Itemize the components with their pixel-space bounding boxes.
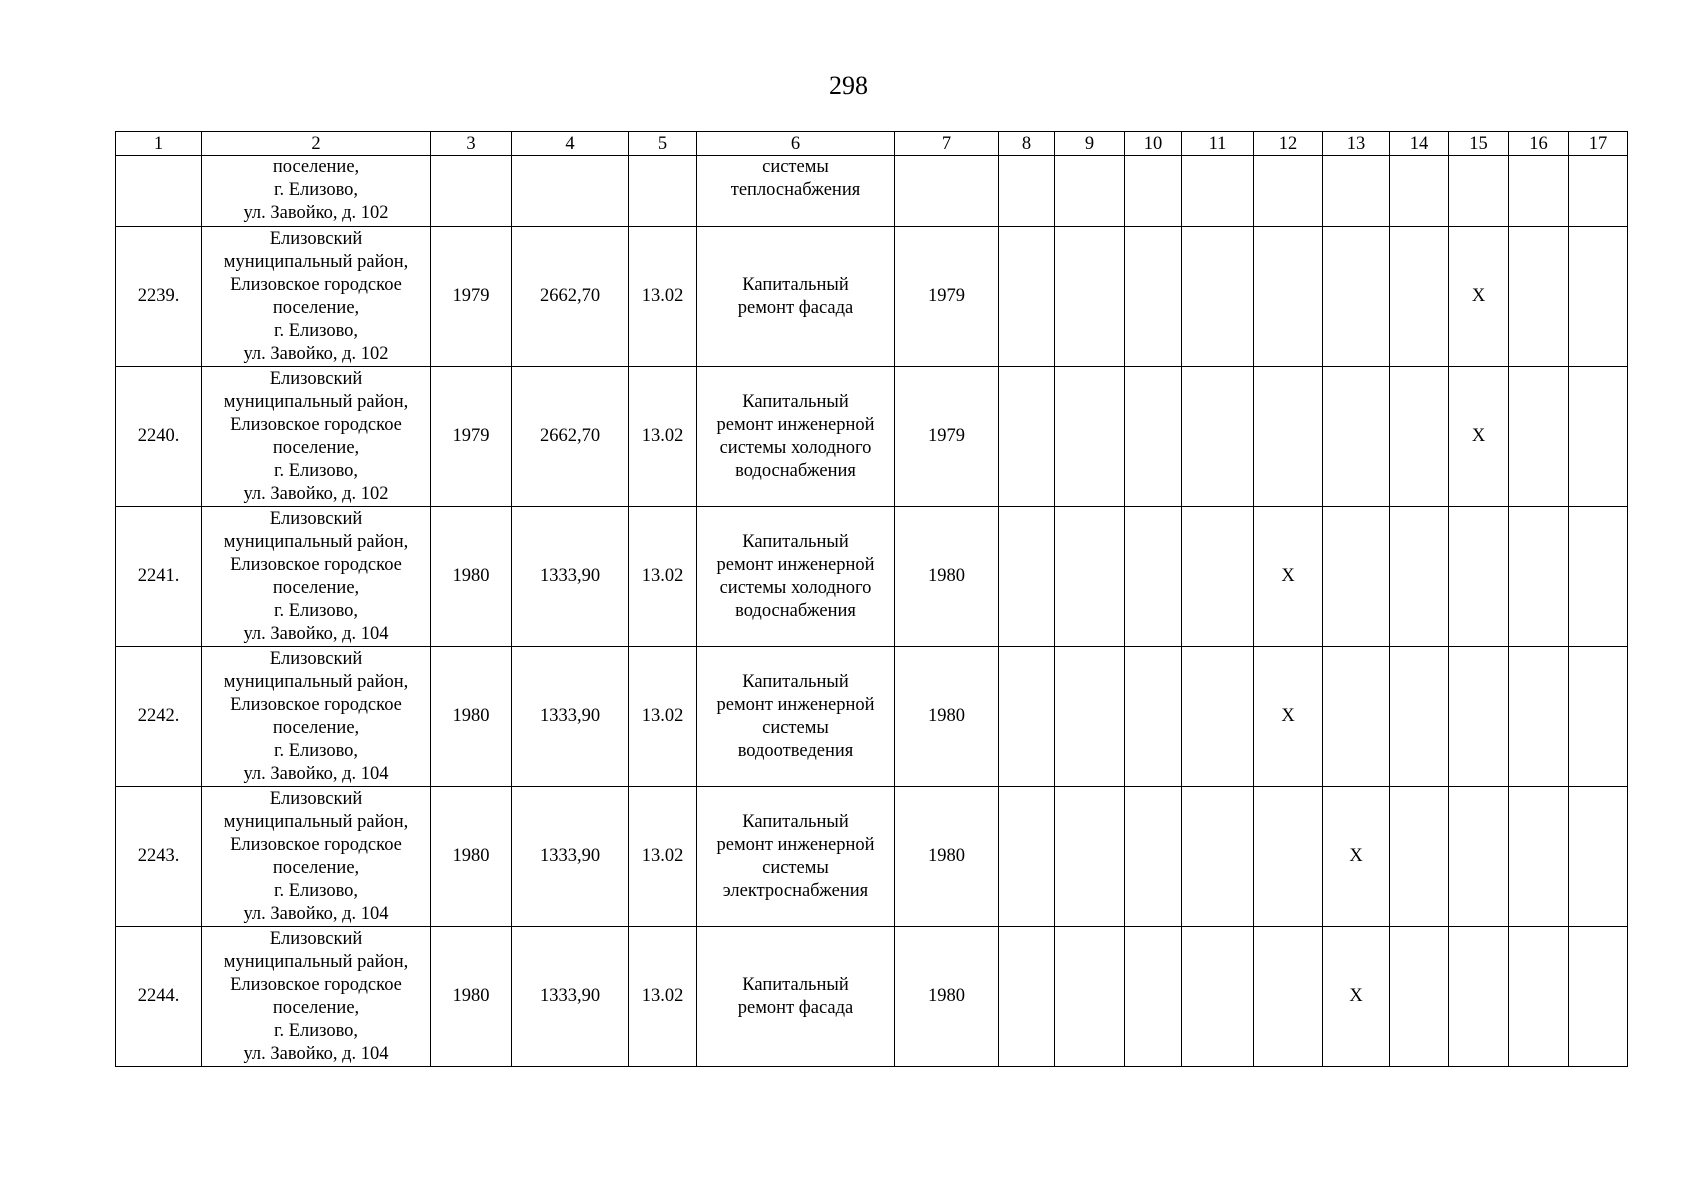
period-mark-cell	[1390, 507, 1449, 647]
column-number-header: 17	[1569, 132, 1628, 156]
period-mark-cell	[1390, 227, 1449, 367]
build-year-cell: 1979	[431, 227, 512, 367]
empty-cell	[1323, 156, 1390, 227]
address-line: Елизовский	[269, 228, 363, 249]
period-mark-cell	[1125, 647, 1182, 787]
address-line: г. Елизово,	[273, 740, 359, 761]
column-number-header: 12	[1254, 132, 1323, 156]
row-number-cell: 2242.	[116, 647, 202, 787]
work-type-line: Капитальный	[742, 531, 849, 552]
repair-year-cell: 1980	[895, 787, 999, 927]
period-mark-cell	[1323, 647, 1390, 787]
column-number-header: 11	[1182, 132, 1254, 156]
address-line: г. Елизово,	[273, 180, 359, 200]
table-row	[116, 647, 1628, 787]
work-type-cell	[697, 367, 895, 507]
empty-cell	[1569, 156, 1628, 227]
period-mark-cell	[1254, 787, 1323, 927]
work-type-line: водоснабжения	[735, 600, 856, 621]
empty-cell	[1254, 156, 1323, 227]
address-line: Елизовский	[269, 928, 363, 949]
repair-year-cell: 1979	[895, 367, 999, 507]
period-mark-cell	[1254, 927, 1323, 1067]
period-mark-cell	[1323, 367, 1390, 507]
repair-schedule-table	[115, 131, 1628, 1067]
table-body	[116, 132, 1628, 1067]
area-cell: 2662,70	[512, 227, 629, 367]
period-mark-cell	[1055, 787, 1125, 927]
work-type-cell	[697, 507, 895, 647]
column-number-header: 8	[999, 132, 1055, 156]
work-type-cell	[697, 927, 895, 1067]
code-cell: 13.02	[629, 367, 697, 507]
work-type-line: системы	[762, 857, 829, 878]
address-line: ул. Завойко, д. 104	[243, 903, 389, 924]
work-type-line: ремонт инженерной	[716, 554, 875, 575]
period-mark-cell	[1055, 507, 1125, 647]
period-mark-cell	[1182, 927, 1254, 1067]
column-number-header: 5	[629, 132, 697, 156]
work-type-line: электроснабжения	[722, 880, 869, 901]
address-line: муниципальный район,	[223, 811, 409, 832]
period-mark-cell: X	[1449, 367, 1509, 507]
work-type-cell	[697, 156, 895, 227]
row-number-cell: 2239.	[116, 227, 202, 367]
period-mark-cell	[999, 647, 1055, 787]
code-cell: 13.02	[629, 787, 697, 927]
column-number-header: 16	[1509, 132, 1569, 156]
build-year-cell: 1980	[431, 787, 512, 927]
empty-cell	[431, 156, 512, 227]
address-line: г. Елизово,	[273, 880, 359, 901]
table-row	[116, 227, 1628, 367]
table-row	[116, 507, 1628, 647]
address-line: ул. Завойко, д. 102	[243, 483, 389, 504]
address-line: муниципальный район,	[223, 391, 409, 412]
period-mark-cell: X	[1449, 227, 1509, 367]
address-cell	[202, 927, 431, 1067]
code-cell: 13.02	[629, 227, 697, 367]
table-row	[116, 367, 1628, 507]
address-line: ул. Завойко, д. 104	[243, 623, 389, 644]
column-number-header: 4	[512, 132, 629, 156]
address-cell	[202, 647, 431, 787]
empty-cell	[1182, 156, 1254, 227]
work-type-line: ремонт инженерной	[716, 694, 875, 715]
address-cell	[202, 367, 431, 507]
work-type-line: ремонт фасада	[737, 997, 854, 1018]
address-line: муниципальный район,	[223, 251, 409, 272]
period-mark-cell	[1182, 367, 1254, 507]
period-mark-cell	[1390, 787, 1449, 927]
work-type-line: Капитальный	[742, 811, 849, 832]
row-number-cell: 2240.	[116, 367, 202, 507]
area-cell: 1333,90	[512, 647, 629, 787]
address-line: муниципальный район,	[223, 951, 409, 972]
column-number-header: 7	[895, 132, 999, 156]
period-mark-cell: X	[1323, 927, 1390, 1067]
period-mark-cell	[1055, 927, 1125, 1067]
build-year-cell: 1980	[431, 507, 512, 647]
address-line: поселение,	[272, 577, 360, 598]
address-line: поселение,	[272, 997, 360, 1018]
period-mark-cell	[1182, 507, 1254, 647]
address-line: поселение,	[272, 857, 360, 878]
column-number-header: 3	[431, 132, 512, 156]
address-line: Елизовский	[269, 648, 363, 669]
work-type-line: системы	[762, 157, 829, 177]
work-type-cell	[697, 227, 895, 367]
address-line: Елизовское городское	[230, 974, 402, 995]
work-type-line: Капитальный	[742, 671, 849, 692]
period-mark-cell	[1569, 227, 1628, 367]
build-year-cell: 1980	[431, 927, 512, 1067]
period-mark-cell	[1509, 507, 1569, 647]
repair-year-cell: 1980	[895, 647, 999, 787]
work-type-line: ремонт инженерной	[716, 414, 875, 435]
column-number-header: 13	[1323, 132, 1390, 156]
address-line: поселение,	[272, 297, 360, 318]
address-line: поселение,	[272, 717, 360, 738]
address-cell	[202, 507, 431, 647]
period-mark-cell	[1390, 927, 1449, 1067]
address-cell	[202, 227, 431, 367]
work-type-cell	[697, 647, 895, 787]
period-mark-cell	[1125, 927, 1182, 1067]
period-mark-cell	[1569, 367, 1628, 507]
address-line: муниципальный район,	[223, 671, 409, 692]
period-mark-cell	[1449, 647, 1509, 787]
work-type-line: системы холодного	[719, 437, 872, 458]
area-cell: 1333,90	[512, 927, 629, 1067]
period-mark-cell	[1125, 367, 1182, 507]
row-number-cell: 2243.	[116, 787, 202, 927]
period-mark-cell	[1509, 927, 1569, 1067]
address-cell	[202, 156, 431, 227]
period-mark-cell	[1449, 787, 1509, 927]
period-mark-cell	[1125, 787, 1182, 927]
address-line: ул. Завойко, д. 104	[243, 1043, 389, 1064]
period-mark-cell	[1125, 507, 1182, 647]
address-line: Елизовский	[269, 788, 363, 809]
address-cell	[202, 787, 431, 927]
address-line: г. Елизово,	[273, 1020, 359, 1041]
row-number-cell: 2244.	[116, 927, 202, 1067]
area-cell: 1333,90	[512, 787, 629, 927]
page-number: 298	[829, 71, 868, 100]
period-mark-cell: X	[1323, 787, 1390, 927]
row-number-cell: 2241.	[116, 507, 202, 647]
period-mark-cell	[1449, 927, 1509, 1067]
period-mark-cell	[1509, 787, 1569, 927]
address-line: поселение,	[272, 157, 360, 177]
column-number-header: 10	[1125, 132, 1182, 156]
period-mark-cell	[1182, 787, 1254, 927]
empty-cell	[1125, 156, 1182, 227]
period-mark-cell	[999, 507, 1055, 647]
period-mark-cell	[1323, 227, 1390, 367]
address-line: г. Елизово,	[273, 460, 359, 481]
empty-cell	[116, 156, 202, 227]
period-mark-cell	[999, 367, 1055, 507]
build-year-cell: 1979	[431, 367, 512, 507]
column-number-row	[116, 132, 1628, 156]
period-mark-cell	[1182, 647, 1254, 787]
table-row	[116, 927, 1628, 1067]
address-line: Елизовское городское	[230, 834, 402, 855]
period-mark-cell	[1254, 227, 1323, 367]
address-line: Елизовское городское	[230, 274, 402, 295]
empty-cell	[1509, 156, 1569, 227]
empty-cell	[895, 156, 999, 227]
column-number-header: 1	[116, 132, 202, 156]
period-mark-cell	[1509, 367, 1569, 507]
work-type-line: ремонт инженерной	[716, 834, 875, 855]
continuation-row	[116, 156, 1628, 227]
build-year-cell: 1980	[431, 647, 512, 787]
address-line: Елизовское городское	[230, 694, 402, 715]
address-line: Елизовский	[269, 368, 363, 389]
period-mark-cell	[1323, 507, 1390, 647]
period-mark-cell	[1569, 647, 1628, 787]
repair-year-cell: 1980	[895, 507, 999, 647]
empty-cell	[1390, 156, 1449, 227]
empty-cell	[999, 156, 1055, 227]
work-type-cell	[697, 787, 895, 927]
work-type-line: Капитальный	[742, 274, 849, 295]
period-mark-cell	[1055, 227, 1125, 367]
work-type-line: теплоснабжения	[730, 180, 861, 200]
empty-cell	[1055, 156, 1125, 227]
period-mark-cell	[999, 787, 1055, 927]
period-mark-cell	[1569, 927, 1628, 1067]
period-mark-cell	[1125, 227, 1182, 367]
column-number-header: 2	[202, 132, 431, 156]
table-row	[116, 787, 1628, 927]
period-mark-cell	[1569, 507, 1628, 647]
work-type-line: системы холодного	[719, 577, 872, 598]
period-mark-cell	[1390, 367, 1449, 507]
address-line: ул. Завойко, д. 102	[243, 203, 389, 223]
address-line: Елизовское городское	[230, 554, 402, 575]
work-type-line: Капитальный	[742, 974, 849, 995]
period-mark-cell	[1449, 507, 1509, 647]
address-line: муниципальный район,	[223, 531, 409, 552]
work-type-line: водоснабжения	[735, 460, 856, 481]
period-mark-cell	[1254, 367, 1323, 507]
period-mark-cell	[1509, 647, 1569, 787]
work-type-line: ремонт фасада	[737, 297, 854, 318]
work-type-line: Капитальный	[742, 391, 849, 412]
period-mark-cell: X	[1254, 647, 1323, 787]
repair-year-cell: 1979	[895, 227, 999, 367]
period-mark-cell	[1509, 227, 1569, 367]
period-mark-cell: X	[1254, 507, 1323, 647]
empty-cell	[629, 156, 697, 227]
period-mark-cell	[1055, 647, 1125, 787]
code-cell: 13.02	[629, 507, 697, 647]
address-line: ул. Завойко, д. 102	[243, 343, 389, 364]
period-mark-cell	[1182, 227, 1254, 367]
work-type-line: водоотведения	[737, 740, 854, 761]
period-mark-cell	[999, 927, 1055, 1067]
address-line: г. Елизово,	[273, 320, 359, 341]
empty-cell	[512, 156, 629, 227]
period-mark-cell	[999, 227, 1055, 367]
column-number-header: 9	[1055, 132, 1125, 156]
period-mark-cell	[1390, 647, 1449, 787]
address-line: Елизовское городское	[230, 414, 402, 435]
column-number-header: 6	[697, 132, 895, 156]
column-number-header: 15	[1449, 132, 1509, 156]
address-line: Елизовский	[269, 508, 363, 529]
period-mark-cell	[1569, 787, 1628, 927]
repair-year-cell: 1980	[895, 927, 999, 1067]
column-number-header: 14	[1390, 132, 1449, 156]
code-cell: 13.02	[629, 927, 697, 1067]
address-line: поселение,	[272, 437, 360, 458]
empty-cell	[1449, 156, 1509, 227]
period-mark-cell	[1055, 367, 1125, 507]
code-cell: 13.02	[629, 647, 697, 787]
address-line: г. Елизово,	[273, 600, 359, 621]
area-cell: 1333,90	[512, 507, 629, 647]
work-type-line: системы	[762, 717, 829, 738]
area-cell: 2662,70	[512, 367, 629, 507]
address-line: ул. Завойко, д. 104	[243, 763, 389, 784]
